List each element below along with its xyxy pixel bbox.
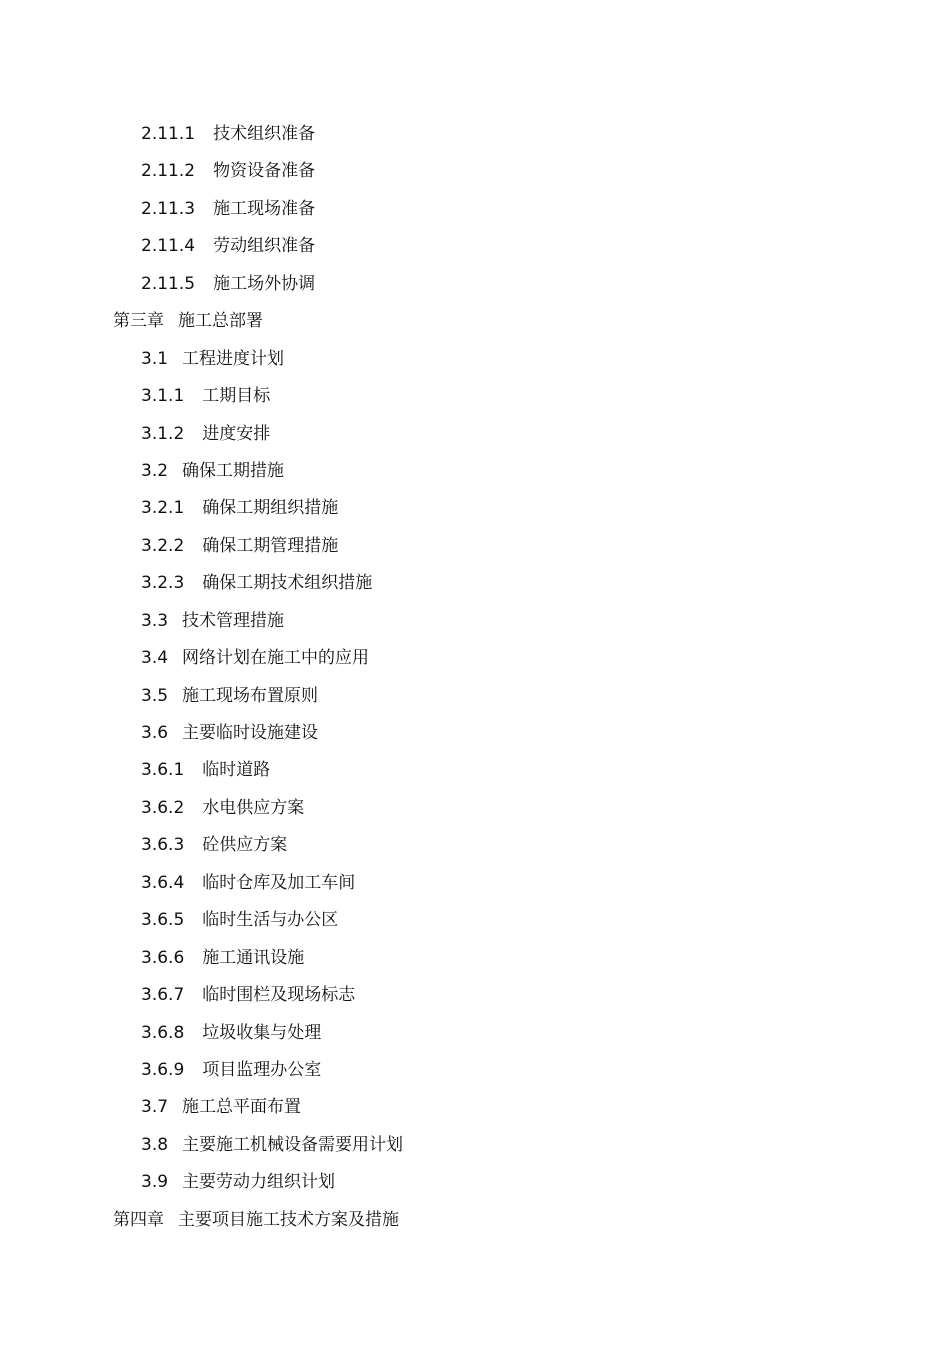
toc-entry-number: 3.6.3 [141, 835, 185, 856]
toc-entry-title: 临时道路 [202, 760, 271, 781]
toc-entry-number: 3.6.9 [141, 1059, 185, 1080]
toc-entry-title: 临时仓库及加工车间 [202, 872, 356, 893]
toc-entry-number: 第三章 [113, 311, 164, 332]
toc-section-entry[interactable] [0, 1015, 950, 1052]
toc-entry-title: 临时生活与办公区 [202, 910, 339, 931]
toc-section-entry[interactable] [0, 752, 950, 789]
toc-section-entry[interactable] [0, 715, 950, 752]
toc-entry-title: 工期目标 [202, 386, 271, 407]
toc-entry-title: 垃圾收集与处理 [202, 1022, 322, 1043]
toc-entry-title: 进度安排 [202, 423, 271, 444]
toc-entry-title: 确保工期技术组织措施 [202, 573, 373, 594]
toc-section-entry[interactable] [0, 416, 950, 453]
toc-entry-title: 劳动组织准备 [213, 236, 316, 257]
toc-section-entry[interactable] [0, 865, 950, 902]
table-of-contents [0, 116, 950, 1239]
toc-section-entry[interactable] [0, 191, 950, 228]
toc-section-entry[interactable] [0, 341, 950, 378]
toc-section-entry[interactable] [0, 1127, 950, 1164]
toc-entry-number: 3.6.2 [141, 797, 185, 818]
toc-section-entry[interactable] [0, 153, 950, 190]
toc-section-entry[interactable] [0, 640, 950, 677]
toc-entry-title: 工程进度计划 [182, 348, 285, 369]
toc-chapter-entry[interactable] [0, 303, 950, 340]
toc-entry-title: 技术组织准备 [213, 124, 316, 144]
toc-entry-title: 施工场外协调 [213, 273, 316, 294]
toc-entry-number: 3.5 [141, 685, 169, 706]
toc-entry-number: 3.3 [141, 610, 169, 631]
toc-section-entry[interactable] [0, 1052, 950, 1089]
toc-entry-title: 主要施工机械设备需要用计划 [182, 1134, 404, 1155]
toc-section-entry[interactable] [0, 790, 950, 827]
toc-entry-title: 施工现场布置原则 [182, 685, 319, 706]
toc-section-entry[interactable] [0, 902, 950, 939]
toc-entry-title: 主要项目施工技术方案及措施 [178, 1209, 399, 1230]
toc-entry-number: 3.6.4 [141, 872, 185, 893]
toc-entry-title: 施工通讯设施 [202, 947, 305, 968]
toc-entry-number: 2.11.4 [141, 236, 196, 257]
toc-section-entry[interactable] [0, 940, 950, 977]
toc-entry-title: 水电供应方案 [202, 797, 305, 818]
toc-entry-number: 2.11.5 [141, 273, 196, 294]
toc-section-entry[interactable] [0, 1164, 950, 1201]
toc-entry-number: 3.2.3 [141, 573, 185, 594]
toc-entry-number: 3.6.8 [141, 1022, 185, 1043]
toc-section-entry[interactable] [0, 266, 950, 303]
toc-section-entry[interactable] [0, 603, 950, 640]
toc-entry-title: 主要临时设施建设 [182, 723, 319, 743]
toc-section-entry[interactable] [0, 453, 950, 490]
toc-entry-title: 网络计划在施工中的应用 [182, 648, 370, 669]
toc-chapter-entry[interactable] [0, 1202, 950, 1239]
toc-section-entry[interactable] [0, 678, 950, 715]
toc-entry-title: 主要劳动力组织计划 [182, 1172, 336, 1193]
toc-entry-number: 2.11.2 [141, 161, 196, 182]
toc-entry-number: 3.6.5 [141, 910, 185, 931]
toc-entry-title: 技术管理措施 [182, 610, 285, 631]
toc-entry-title: 砼供应方案 [202, 835, 288, 856]
toc-entry-title: 确保工期组织措施 [202, 498, 339, 519]
toc-entry-number: 3.2.1 [141, 498, 185, 519]
toc-entry-number: 3.2.2 [141, 535, 185, 556]
toc-entry-title: 项目监理办公室 [202, 1059, 322, 1080]
toc-entry-number: 2.11.1 [141, 124, 196, 144]
toc-section-entry[interactable] [0, 528, 950, 565]
toc-section-entry[interactable] [0, 827, 950, 864]
toc-entry-number: 3.6 [141, 723, 169, 743]
toc-section-entry[interactable] [0, 228, 950, 265]
toc-entry-number: 3.1 [141, 348, 169, 369]
toc-entry-number: 3.7 [141, 1097, 169, 1118]
toc-entry-number: 3.6.6 [141, 947, 185, 968]
toc-entry-number: 第四章 [113, 1209, 164, 1230]
toc-entry-title: 施工现场准备 [213, 198, 316, 219]
toc-entry-title: 确保工期管理措施 [202, 535, 339, 556]
toc-entry-title: 临时围栏及现场标志 [202, 985, 356, 1006]
toc-entry-title: 施工总平面布置 [182, 1097, 302, 1118]
toc-entry-number: 2.11.3 [141, 198, 196, 219]
toc-entry-number: 3.1.2 [141, 423, 185, 444]
toc-entry-number: 3.1.1 [141, 386, 185, 407]
toc-entry-title: 确保工期措施 [182, 460, 285, 481]
toc-entry-number: 3.2 [141, 460, 169, 481]
toc-entry-number: 3.6.7 [141, 985, 185, 1006]
toc-entry-number: 3.8 [141, 1134, 169, 1155]
toc-section-entry[interactable] [0, 378, 950, 415]
toc-section-entry[interactable] [0, 1089, 950, 1126]
toc-section-entry[interactable] [0, 490, 950, 527]
toc-entry-number: 3.6.1 [141, 760, 185, 781]
toc-section-entry[interactable] [0, 977, 950, 1014]
toc-section-entry[interactable] [0, 116, 950, 153]
toc-entry-number: 3.9 [141, 1172, 169, 1193]
toc-entry-title: 物资设备准备 [213, 161, 316, 182]
toc-entry-title: 施工总部署 [178, 311, 263, 332]
toc-section-entry[interactable] [0, 565, 950, 602]
toc-entry-number: 3.4 [141, 648, 169, 669]
